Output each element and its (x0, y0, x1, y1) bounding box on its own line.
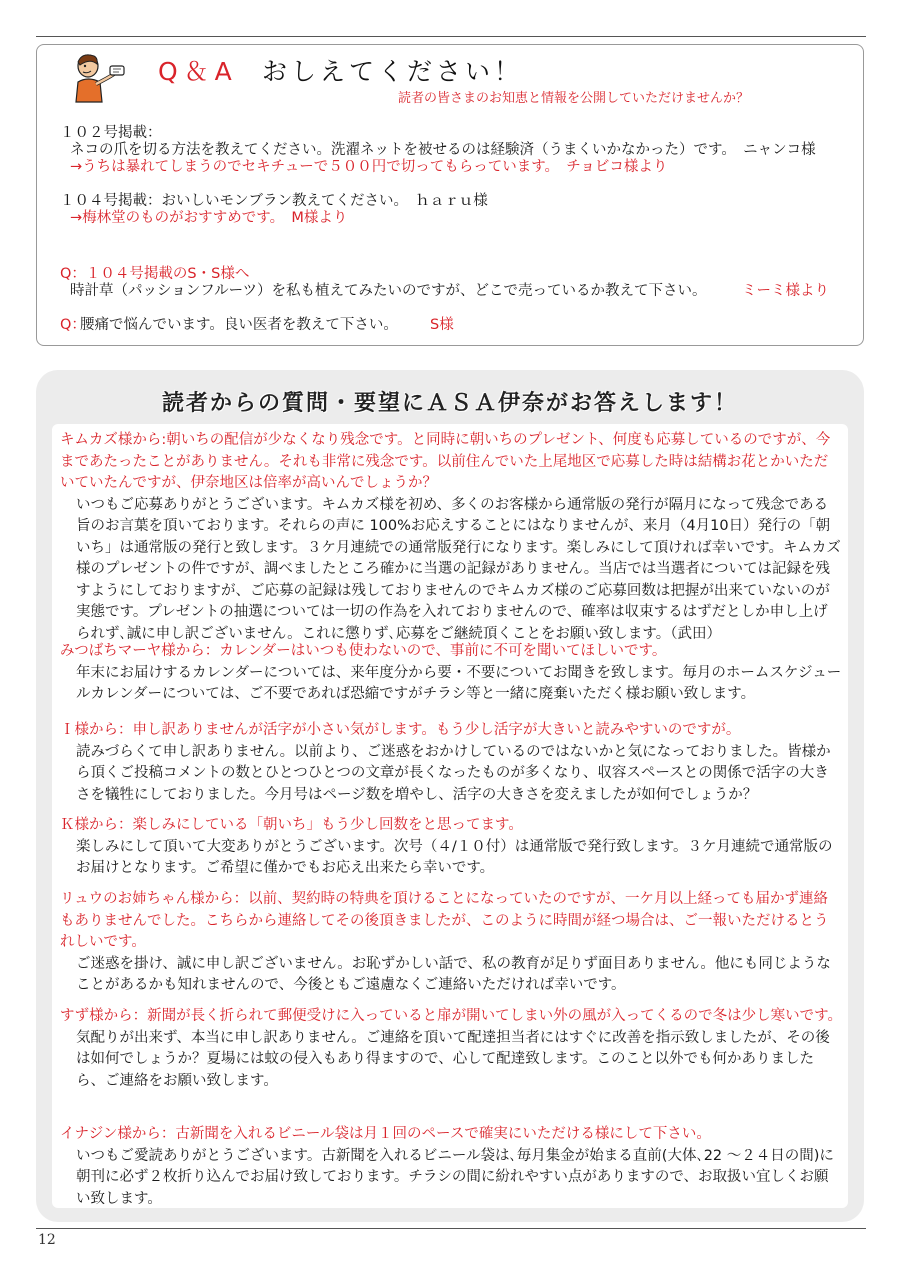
entry-answer: 年末にお届けするカレンダーについては、来年度分から要・不要についてお聞きを致します。毎月のホームスケジュールカレンダーについては、ご不要であれば恐縮ですがチラシ等と一緒に廃棄いただく様お願い致します。 (76, 664, 842, 702)
page-number: 12 (38, 1232, 56, 1248)
qa-item-1-answer: →うちは暴れてしまうのでセキチューで５００円で切ってもらっています。 チョビコ様より (70, 159, 668, 175)
qa-item-1-question: ネコの爪を切る方法を教えてください。洗濯ネットを被せるのは経験済（うまくいかなかった）です。 ニャンコ様 (70, 142, 816, 158)
entry-question: みつばちマーヤ様から：カレンダーはいつも使わないので、事前に不可を聞いてほしいです。 (60, 643, 667, 659)
entry-answer: いつもご愛読ありがとうございます。古新聞を入れるビニール袋は､毎月集金が始まる直前(大体､22 ～２４日の間)に朝刊に必ず２枚折り込んでお届け致しております。チラシの間に紛れやすい点がありますので、お取扱い宜しくお願い致します。 (76, 1147, 834, 1207)
qa-item-4-question: 腰痛で悩んでいます。良い医者を教えて下さい。 (80, 317, 398, 333)
qa-item-2-header: １０４号掲載：おいしいモンブラン教えてください。 ｈａｒｕ様 (60, 193, 488, 209)
entry-question: キムカズ様から:朝いちの配信が少なくなり残念です。と同時に朝いちのプレゼント、何度も応募しているのですが、今まであたったことがありません。それも非常に残念です。以前住んでいた上尾地区で応募した時は結構お花とかいただいていたんですが、伊奈地区は倍率が高いんでしょうか？ (60, 432, 831, 491)
qa-title-label: Q＆A (158, 57, 238, 86)
qa-subtitle: 読者の皆さまのお知恵と情報を公開していただけませんか？ (398, 91, 750, 106)
qa-item-3-from: ミーミ様より (742, 283, 829, 299)
entry-question: Ｋ様から：楽しみにしている「朝いち」もう少し回数をと思ってます。 (60, 817, 523, 833)
qa-item-2-answer: →梅林堂のものがおすすめです。 M様より (70, 210, 348, 226)
bottom-rule (36, 1228, 866, 1229)
entry-answer: 読みづらくて申し訳ありません。以前より、ご迷惑をおかけしているのではないかと気になっておりました。皆様から頂くご投稿コメントの数とひとつひとつの文章が長くなったものが多くなり、収容スペースとの関係で活字の大きさを犠牲にしておりました。今月号はページ数を増やし、活字の大きさを変えましたが如何でしょうか？ (76, 743, 831, 803)
reader-entry (60, 720, 842, 806)
entry-answer: ご迷惑を掛け、誠に申し訳ございません。お恥ずかしい話で、私の教育が足りず面目ありません。他にも同じようなことがあるかも知れませんので、今後ともご遠慮なくご連絡いただければ幸いです。 (76, 955, 831, 993)
entry-answer: いつもご応募ありがとうございます。キムカズ様を初め、多くのお客様から通常版の発行が隔月になって残念である旨のお言葉を頂いております。それらの声に 100%お応えすることにはなりませんが、来月（4月10日）発行の「朝いち」は通常版の発行と致します。３ケ月連続での通常版発行になります。楽しみにして頂ければ幸いです。キムカズ様のプレゼントの件ですが、調べましたところ確かに当選の記録がありません。当店では当選者については記録を残すようにしておりますが、ご応募の記録は残しておりませんのでキムカズ様のご応募回数は把握が出来ていないのが実態です。プレゼントの抽選については一切の作為を入れておりませんので、確率は収束するはずだとしか申し上げられず､誠に申し訳ございません。これに懲りず､応募をご継続頂くことをお願い致します。（武田） (76, 496, 841, 642)
top-rule (36, 36, 866, 37)
qa-item-3-header: Q：１０４号掲載のS・S様へ (60, 266, 250, 282)
reader-entry (60, 889, 842, 997)
reader-entry (60, 1124, 842, 1210)
reader-entry (60, 641, 842, 706)
entry-question: Ｉ様から：申し訳ありませんが活字が小さい気がします。もう少し活字が大きいと読みやすいのですが。 (60, 722, 741, 738)
qa-item-3-question: 時計草（パッションフルーツ）を私も植えてみたいのですが、どこで売っているか教えて下さい。 (70, 283, 707, 299)
entry-question: リュウのお姉ちゃん様から：以前、契約時の特典を頂けることになっていたのですが、一ケ月以上経っても届かず連絡もありませんでした。こちらから連絡してその後頂きましたが、このように時間が経つ場合は、ご一報いただけるとうれしいです。 (60, 891, 829, 950)
entry-answer: 楽しみにして頂いて大変ありがとうございます。次号（４/１０付）は通常版で発行致します。３ケ月連続で通常版のお届けとなります。ご希望に僅かでもお応え出来たら幸いです。 (76, 838, 833, 876)
mascot-man-icon (70, 52, 126, 104)
reader-entry (60, 815, 842, 880)
reader-title: 読者からの質問・要望にＡＳＡ伊奈がお答えします！ (161, 391, 738, 416)
entry-question: すず様から：新聞が長く折られて郵便受けに入っていると扉が開いてしまい外の風が入ってくるので冬は少し寒いです。 (60, 1008, 842, 1024)
entry-question: イナジン様から：古新聞を入れるビニール袋は月１回のペースで確実にいただける様にして下さい。 (60, 1126, 711, 1142)
qa-title: おしえてください！ (262, 57, 524, 86)
qa-item-1-header: １０２号掲載： (60, 125, 162, 141)
reader-entry (60, 430, 842, 645)
reader-entry (60, 1006, 842, 1092)
qa-item-4-q-label: Q： (60, 317, 86, 333)
qa-item-4-from: S様 (430, 317, 454, 333)
entry-answer: 気配りが出来ず、本当に申し訳ありません。ご連絡を頂いて配達担当者にはすぐに改善を指示致しましたが、その後は如何でしょうか？夏場には蚊の侵入もあり得ますので、心して配達致します。このこと以外でも何かありましたら、ご連絡をお願い致します。 (76, 1029, 830, 1089)
